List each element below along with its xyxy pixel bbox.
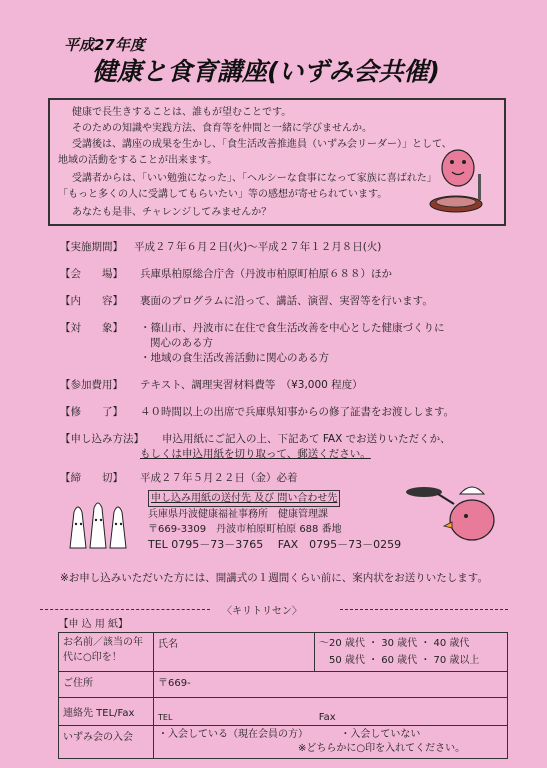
deadline-label: 【締 切】 xyxy=(60,472,123,484)
contact-field[interactable] xyxy=(154,698,508,726)
target-line: ・地域の食生活改善活動に関心のある方 xyxy=(140,352,329,364)
intro-line: 地域の活動をすることが出来ます。 xyxy=(58,155,218,166)
apply-line: 申込用紙にご記入の上、下記あて FAX でお送りいただくか、 xyxy=(162,433,451,445)
address-prefix: 〒669- xyxy=(158,678,191,689)
age-options-row1: ～20 歳代 ・ 30 歳代 ・ 40 歳代 xyxy=(319,638,470,649)
venue-label: 【会 場】 xyxy=(60,268,123,280)
notice-text: ※お申し込みいただいた方には、開講式の１週間くらい前に、案内状をお送りいたします。 xyxy=(60,572,488,584)
period-value: 平成２７年６月２日(火)～平成２７年１２月８日(火) xyxy=(134,241,382,253)
completion-label: 【修 了】 xyxy=(60,406,123,418)
intro-line: そのための知識や実践方法、食育等を仲間と一緒に学びませんか。 xyxy=(72,123,372,134)
member-yes-option[interactable]: ・入会している（現在会員の方） xyxy=(158,729,308,740)
page-title: 健康と食育講座(いずみ会共催) xyxy=(92,57,440,86)
deadline-value: 平成２７年５月２２日（金）必着 xyxy=(140,472,298,484)
content-label: 【内 容】 xyxy=(60,295,123,307)
target-label: 【対 象】 xyxy=(60,322,123,334)
target-line: 関心のある方 xyxy=(150,337,213,349)
content-value: 裏面のプログラムに沿って、講話、演習、実習等を行います。 xyxy=(140,295,433,307)
address-label: ご住所 xyxy=(59,672,154,698)
tel-label: TEL xyxy=(158,713,173,722)
contact-label: 連絡先 TEL/Fax xyxy=(59,698,154,726)
contact-heading: 申し込み用紙の送付先 及び 問い合わせ先 xyxy=(148,490,340,507)
fee-value: テキスト、調理実習材料費等 （¥3,000 程度） xyxy=(140,379,363,391)
member-note: ※どちらかに○印を入れてください。 xyxy=(298,743,466,754)
year-heading: 平成27年度 xyxy=(64,36,145,54)
address-field[interactable] xyxy=(154,672,508,698)
member-no-option[interactable]: ・入会していない xyxy=(340,729,421,740)
venue-value: 兵庫県柏原総合庁舎（丹波市柏原町柏原６８８）ほか xyxy=(140,268,392,280)
completion-value: ４０時間以上の出席で兵庫県知事からの修了証書をお渡しします。 xyxy=(140,406,455,418)
apply-line: もしくは申込用紙を切り取って、郵送ください。 xyxy=(140,448,371,460)
member-label: いずみ会の入会 xyxy=(59,726,154,759)
form-title: 【申 込 用 紙】 xyxy=(59,613,508,633)
intro-line: 受講後は、講座の成果を生かし、「食生活改善推進員（いずみ会リーダー）」として、 xyxy=(72,139,452,150)
age-options[interactable] xyxy=(315,633,508,672)
age-options-row2: 50 歳代 ・ 60 歳代 ・ 70 歳以上 xyxy=(329,655,480,666)
cut-line-label: 〈キリトリセン〉 xyxy=(222,606,302,617)
contact-office: 兵庫県丹波健康福祉事務所 健康管理課 xyxy=(148,509,328,520)
intro-line: あなたも是非、チャレンジしてみませんか？ xyxy=(72,207,272,218)
intro-line: 健康で長生きすることは、誰もが望むことです。 xyxy=(72,107,292,118)
target-line: ・篠山市、丹波市に在住で食生活改善を中心とした健康づくりに xyxy=(140,322,445,334)
name-field-label: 氏名 xyxy=(158,639,178,650)
vegetable-mascots-illustration xyxy=(62,498,136,554)
member-options[interactable] xyxy=(154,726,508,759)
fax-label: Fax xyxy=(318,712,336,723)
contact-phone-fax: TEL 0795－73－3765 FAX 0795－73－0259 xyxy=(148,538,402,551)
contact-address: 〒669-3309 丹波市柏原町柏原 688 番地 xyxy=(148,524,342,535)
apply-label: 【申し込み方法】 xyxy=(60,433,144,445)
bird-chef-illustration xyxy=(402,476,502,550)
intro-line: 「もっと多くの人に受講してもらいたい」等の感想が寄せられています。 xyxy=(58,189,388,200)
intro-box xyxy=(48,98,506,226)
fee-label: 【参加費用】 xyxy=(60,379,123,391)
application-form xyxy=(58,613,508,759)
name-field[interactable] xyxy=(154,633,315,672)
contact-block xyxy=(148,490,401,552)
intro-line: 受講者からは、「いい勉強になった」、「ヘルシーな食事になって家族に喜ばれた」 xyxy=(72,173,437,184)
name-label: お名前／該当の年代に○印を！ xyxy=(59,633,154,672)
chef-illustration xyxy=(424,142,494,216)
period-label: 【実施期間】 xyxy=(60,241,123,253)
